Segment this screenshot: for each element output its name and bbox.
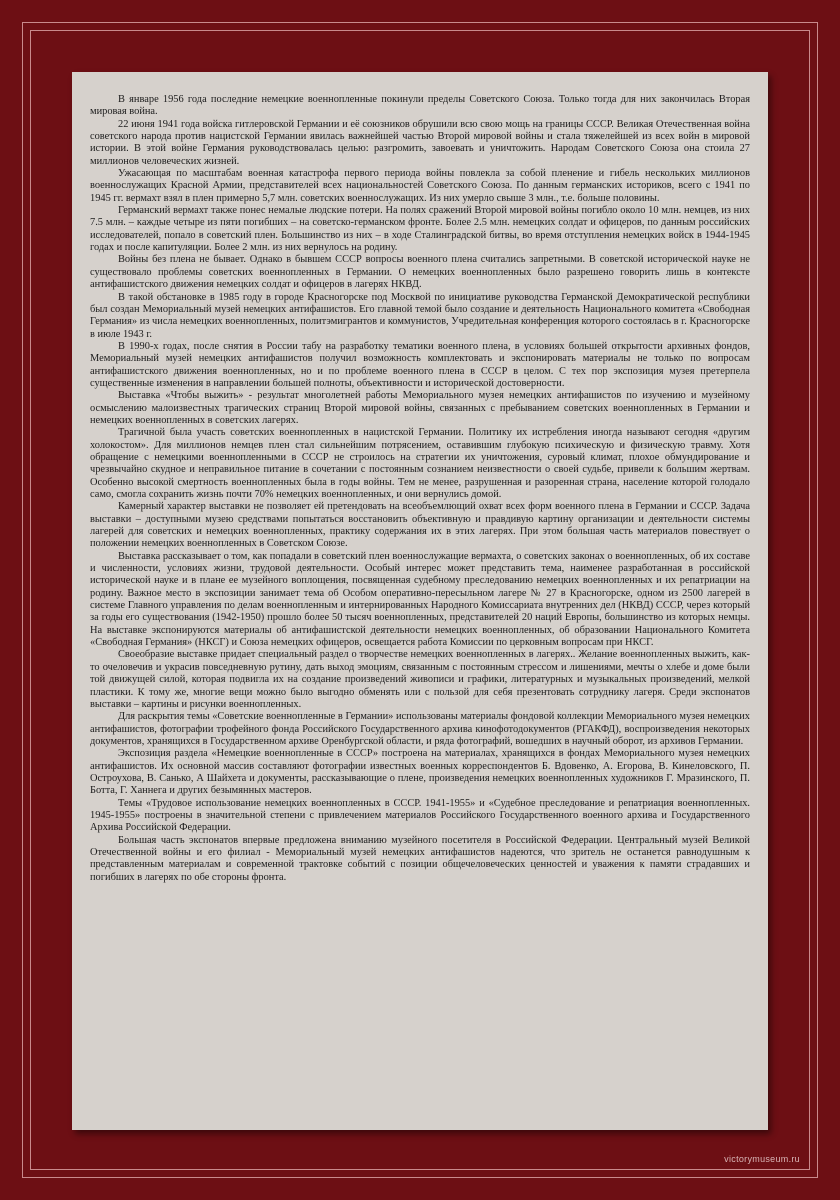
paragraph-14: Экспозиция раздела «Немецкие военнопленные в СССР» построена на материалах, хранящихся в фондах Мемориального музея немецких антифашистов. Их основной массив составляют фотографии известных военных корреспондентов Б. Вдовенко, А. Егорова, В. Кинеловского, П. Остроухова, В. Санько, А Шайхета и документы, рассказывающие о плене, произведения немецких военнопленных художников Г. Мразинского, П. Ботта, Г. Ханнега и других безымянных мастеров. <box>90 748 750 797</box>
paragraph-16: Большая часть экспонатов впервые предложена вниманию музейного посетителя в Российской Федерации. Центральный музей Великой Отечественной войны и его филиал - Мемориальный музей немецких антифашистов надеются, что зритель не останется равнодушным к представленным материалам и современной трактовке событий с позиции общечеловеческих ценностей и уважения к памяти страдавших и погибших в лагерях по обе стороны фронта. <box>90 834 750 883</box>
paragraph-11: Выставка рассказывает о том, как попадали в советский плен военнослужащие вермахта, о советских законах о военнопленных, об их составе и численности, условиях жизни, трудовой деятельности. Особый интерес может представить тема, наименее разработанная в российской исторической науке и в плане ее музейного воплощения, посвященная судебному преследованию немецких военнопленных и их репатриации на родину. Важное место в экспозиции занимает тема об Особом оперативно-пересыльном лагере № 27 в Красногорске, одном из 2500 лагерей в системе Главного управления по делам военнопленным и интернированных Народного Комиссариата внутренних дел (НКВД) СССР, через который за годы его существования (1942-1950) прошло более 50 тысяч военнопленных, представителей 20 наций Европы, большинство из которых немцы. На выставке экспонируются материалы об антифашистской деятельности немецких военнопленных, об образовании Национального Комитета «Свободная Германия» (НКСГ) и Союза немецких офицеров, освещается работа Комиссии по церковным вопросам при НКСГ. <box>90 550 750 649</box>
paragraph-9: Трагичной была участь советских военнопленных в нацистской Германии. Политику их истребления иногда называют сегодня «другим холокостом». Для миллионов немцев плен стал сильнейшим потрясением, оставившим глубокую психическую и физическую травму. Хотя обращение с немецкими военнопленными в СССР не строилось на стратегии их уничтожения, суровый климат, плохое обмундирование и чрезвычайно скудное и неправильное питание в сочетании с постоянным сознанием неизвестности о своей судьбе, привели к большим жертвам. Особенно высокой смертность военнопленных была в годы войны. Тем не менее, разрушенная и разоренная страна, население которой голодало само, смогла сохранить жизнь почти 70% немецких военнопленных, и они вернулись домой. <box>90 427 750 500</box>
paragraph-13: Для раскрытия темы «Советские военнопленные в Германии» использованы материалы фондовой коллекции Мемориального музея немецких антифашистов, фотографии трофейного фонда Российского Государственного архива кинофотодокументов (РГАКФД), воспроизведения некоторых документов, хранящихся в Государственном архиве Оренбургской области, и ряда фотографий, вошедших в научный оборот, из архивов Германии. <box>90 711 750 747</box>
paragraph-6: В такой обстановке в 1985 году в городе Красногорске под Москвой по инициативе руководства Германской Демократической республики был создан Мемориальный музей немецких антифашистов. Его главной темой было создание и деятельность Национального комитета «Свободная Германия» из числа немецких военнопленных, политэмигрантов и коммунистов, Учредительная конференция которого состоялась в г. Красногорске в июле 1943 г. <box>90 291 750 340</box>
paragraph-10: Камерный характер выставки не позволяет ей претендовать на всеобъемлющий охват всех форм военного плена в Германии и СССР. Задача выставки – доступными музею средствами попытаться восстановить объективную и правдивую картину организации и деятельности системы лагерей для советских и немецких военнопленных, практику содержания их в этих лагерях. При этом большая часть материалов повествует о положении немецких военнопленных в Советском Союзе. <box>90 501 750 550</box>
paragraph-7: В 1990-х годах, после снятия в России табу на разработку тематики военного плена, в условиях большей открытости архивных фондов, Мемориальный музей немецких антифашистов получил возможность комплектовать и экспонировать материалы не только по вопросам антифашистского движения военнопленных, но и по проблеме военного плена в СССР в целом. С тех пор экспозиция музея претерпела существенные изменения в направлении большей полноты, объективности и исторической достоверности. <box>90 340 750 389</box>
paragraph-4: Германский вермахт также понес немалые людские потери. На полях сражений Второй мировой войны погибло около 10 млн. немцев, из них 7.5 млн. – каждые четыре из пяти погибших – на советско-германском фронте. Более 2.5 млн. немецких солдат и офицеров, по данным российских исследователей, попало в советский плен. Большинство из них – в ходе Сталинградской битвы, во время отступления немецких войск в 1944-1945 годах и после капитуляции. Более 2 млн. из них вернулось на родину. <box>90 205 750 254</box>
site-url: victorymuseum.ru <box>724 1154 800 1164</box>
paragraph-1: В январе 1956 года последние немецкие военнопленные покинули пределы Советского Союза. Только тогда для них закончилась Вторая мировая война. <box>90 94 750 118</box>
paragraph-3: Ужасающая по масштабам военная катастрофа первого периода войны повлекла за собой пленение и гибель нескольких миллионов военнослужащих Красной Армии, представителей всех национальностей Советского Союза. По данным германских историков, всего с 1941 по 1945 гг. вермахт взял в плен примерно 5,7 млн. советских военнослужащих. Из них умерло свыше 3 млн., т.е. больше половины. <box>90 168 750 204</box>
text-panel <box>72 72 768 1130</box>
paragraph-2: 22 июня 1941 года войска гитлеровской Германии и её союзников обрушили всю свою мощь на границы СССР. Великая Отечественная война советского народа против нацистской Германии явилась важнейшей частью Второй мировой войны и стала тяжелейшей из всех войн в мировой истории. В этой войне Германия руководствовалась целью: разгромить, завоевать и уничтожить. Народам Советского Союза она стоила 27 миллионов человеческих жизней. <box>90 118 750 167</box>
paragraph-8: Выставка «Чтобы выжить» - результат многолетней работы Мемориального музея немецких антифашистов по изучению и музейному осмыслению малоизвестных трагических страниц Второй мировой войны, связанных с пребыванием советских военнопленных в Германии и немецких военнопленных в советских лагерях. <box>90 390 750 426</box>
paragraph-5: Войны без плена не бывает. Однако в бывшем СССР вопросы военного плена считались запретными. В советской исторической науке не существовало проблемы советских военнопленных в Германии. О немецких военнопленных было разрешено говорить лишь в контексте антифашистского движения немецких солдат и офицеров в лагерях НКВД. <box>90 254 750 291</box>
paragraph-12: Своеобразие выставке придает специальный раздел о творчестве немецких военнопленных в лагерях.. Желание военнопленных выжить, как-то очеловечив и украсив повседневную рутину, дать выход эмоциям, связанным с постоянным стрессом и лишениями, мечты о хлебе и доме были той движущей силой, которая подвигла их на создание произведений живописи и графики, литературных и музыкальных произведений, мелкой пластики. К тому же, многие вещи можно было выгодно обменять или с пользой для себя презентовать сотруднику лагеря. Среди экспонатов выставки – картины и рисунки военнопленных. <box>90 649 750 710</box>
paragraph-15: Темы «Трудовое использование немецких военнопленных в СССР. 1941-1955» и «Судебное преследование и репатриация военнопленных. 1945-1955» построены в значительной степени с привлечением материалов Российского Государственного военного архива и Государственного Архива Российской Федерации. <box>90 797 750 834</box>
